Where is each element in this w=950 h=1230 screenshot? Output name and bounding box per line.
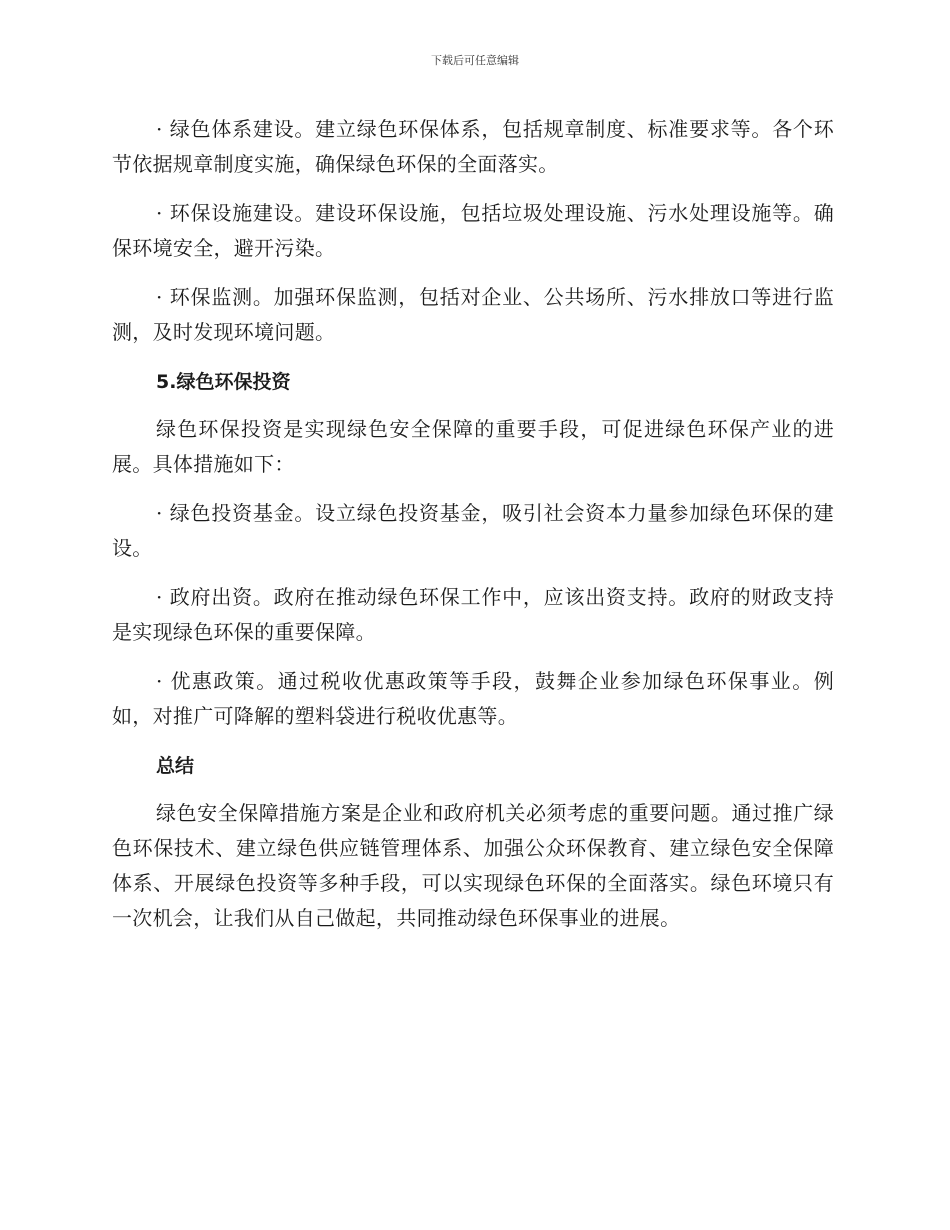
bullet-investment-fund: · 绿色投资基金。设立绿色投资基金，吸引社会资本力量参加绿色环保的建设。 [112, 501, 834, 560]
bullet-facilities: · 环保设施建设。建设环保设施，包括垃圾处理设施、污水处理设施等。确保环境安全，避开污染。 [112, 201, 834, 260]
bullet-monitoring: · 环保监测。加强环保监测，包括对企业、公共场所、污水排放口等进行监测，及时发现环境问题。 [112, 285, 834, 344]
bullet-green-system: · 绿色体系建设。建立绿色环保体系，包括规章制度、标准要求等。各个环节依据规章制度实施，确保绿色环保的全面落实。 [112, 117, 834, 176]
section-heading-investment: 5.绿色环保投资 [156, 371, 291, 393]
section-heading-summary: 总结 [156, 755, 195, 777]
bullet-government-funding: · 政府出资。政府在推动绿色环保工作中，应该出资支持。政府的财政支持是实现绿色环保的重要保障。 [112, 585, 834, 644]
page-header: 下载后可任意编辑 [431, 54, 519, 67]
summary-paragraph: 绿色安全保障措施方案是企业和政府机关必须考虑的重要问题。通过推广绿色环保技术、建立绿色供应链管理体系、加强公众环保教育、建立绿色安全保障体系、开展绿色投资等多种手段，可以实现绿色环保的全面落实。绿色环境只有一次机会，让我们从自己做起，共同推动绿色环保事业的进展。 [112, 801, 834, 930]
investment-intro-paragraph: 绿色环保投资是实现绿色安全保障的重要手段，可促进绿色环保产业的进展。具体措施如下： [112, 417, 834, 476]
document-body [112, 112, 834, 950]
bullet-preferential-policy: · 优惠政策。通过税收优惠政策等手段，鼓舞企业参加绿色环保事业。例如，对推广可降解的塑料袋进行税收优惠等。 [112, 669, 834, 728]
